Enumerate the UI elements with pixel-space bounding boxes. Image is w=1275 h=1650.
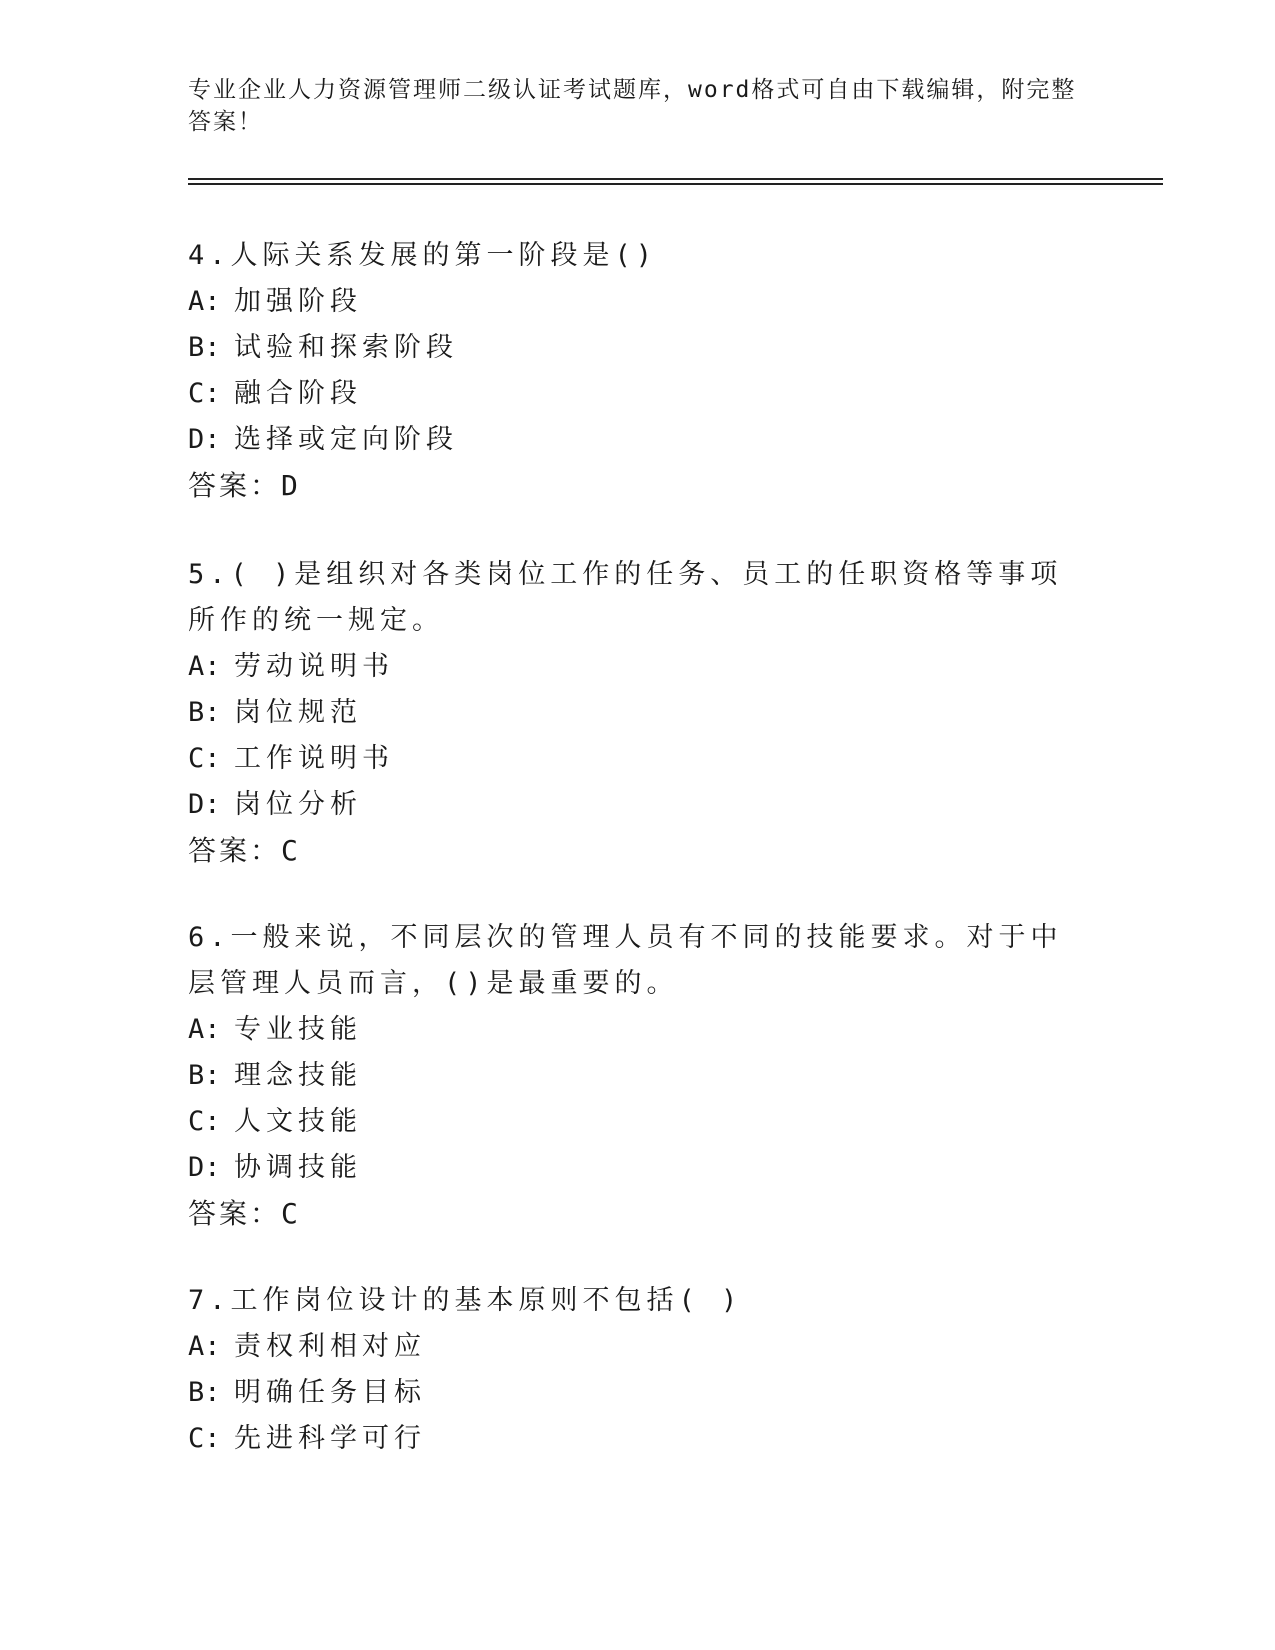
option-c: C: 工作说明书 <box>188 743 394 774</box>
question-6 <box>188 915 1088 1237</box>
option-b: B: 理念技能 <box>188 1060 362 1091</box>
question-text: 5.( )是组织对各类岗位工作的任务、员工的任职资格等事项所作的统一规定。 <box>188 559 1063 636</box>
option-a: A: 劳动说明书 <box>188 651 394 682</box>
question-text: 6.一般来说，不同层次的管理人员有不同的技能要求。对于中层管理人员而言，()是最重要的。 <box>188 922 1063 999</box>
header-divider-bottom <box>188 183 1163 185</box>
document-header: 专业企业人力资源管理师二级认证考试题库，word格式可自由下载编辑，附完整答案！ <box>188 77 1077 135</box>
option-c: C: 融合阶段 <box>188 378 362 409</box>
option-a: A: 专业技能 <box>188 1014 362 1045</box>
option-b: B: 岗位规范 <box>188 697 362 728</box>
option-a: A: 加强阶段 <box>188 286 362 317</box>
option-c: C: 先进科学可行 <box>188 1423 426 1454</box>
question-7 <box>188 1278 1088 1462</box>
question-text: 4.人际关系发展的第一阶段是() <box>188 240 658 271</box>
option-b: B: 明确任务目标 <box>188 1377 426 1408</box>
answer: 答案：C <box>188 1197 301 1230</box>
option-d: D: 岗位分析 <box>188 789 362 820</box>
option-d: D: 协调技能 <box>188 1152 362 1183</box>
question-text: 7.工作岗位设计的基本原则不包括( ) <box>188 1285 743 1316</box>
question-4 <box>188 233 1088 509</box>
header-divider-top <box>188 178 1163 180</box>
answer: 答案：D <box>188 469 301 502</box>
question-5 <box>188 552 1088 874</box>
option-d: D: 选择或定向阶段 <box>188 424 458 455</box>
answer: 答案：C <box>188 834 301 867</box>
option-b: B: 试验和探索阶段 <box>188 332 458 363</box>
option-a: A: 责权利相对应 <box>188 1331 426 1362</box>
option-c: C: 人文技能 <box>188 1106 362 1137</box>
